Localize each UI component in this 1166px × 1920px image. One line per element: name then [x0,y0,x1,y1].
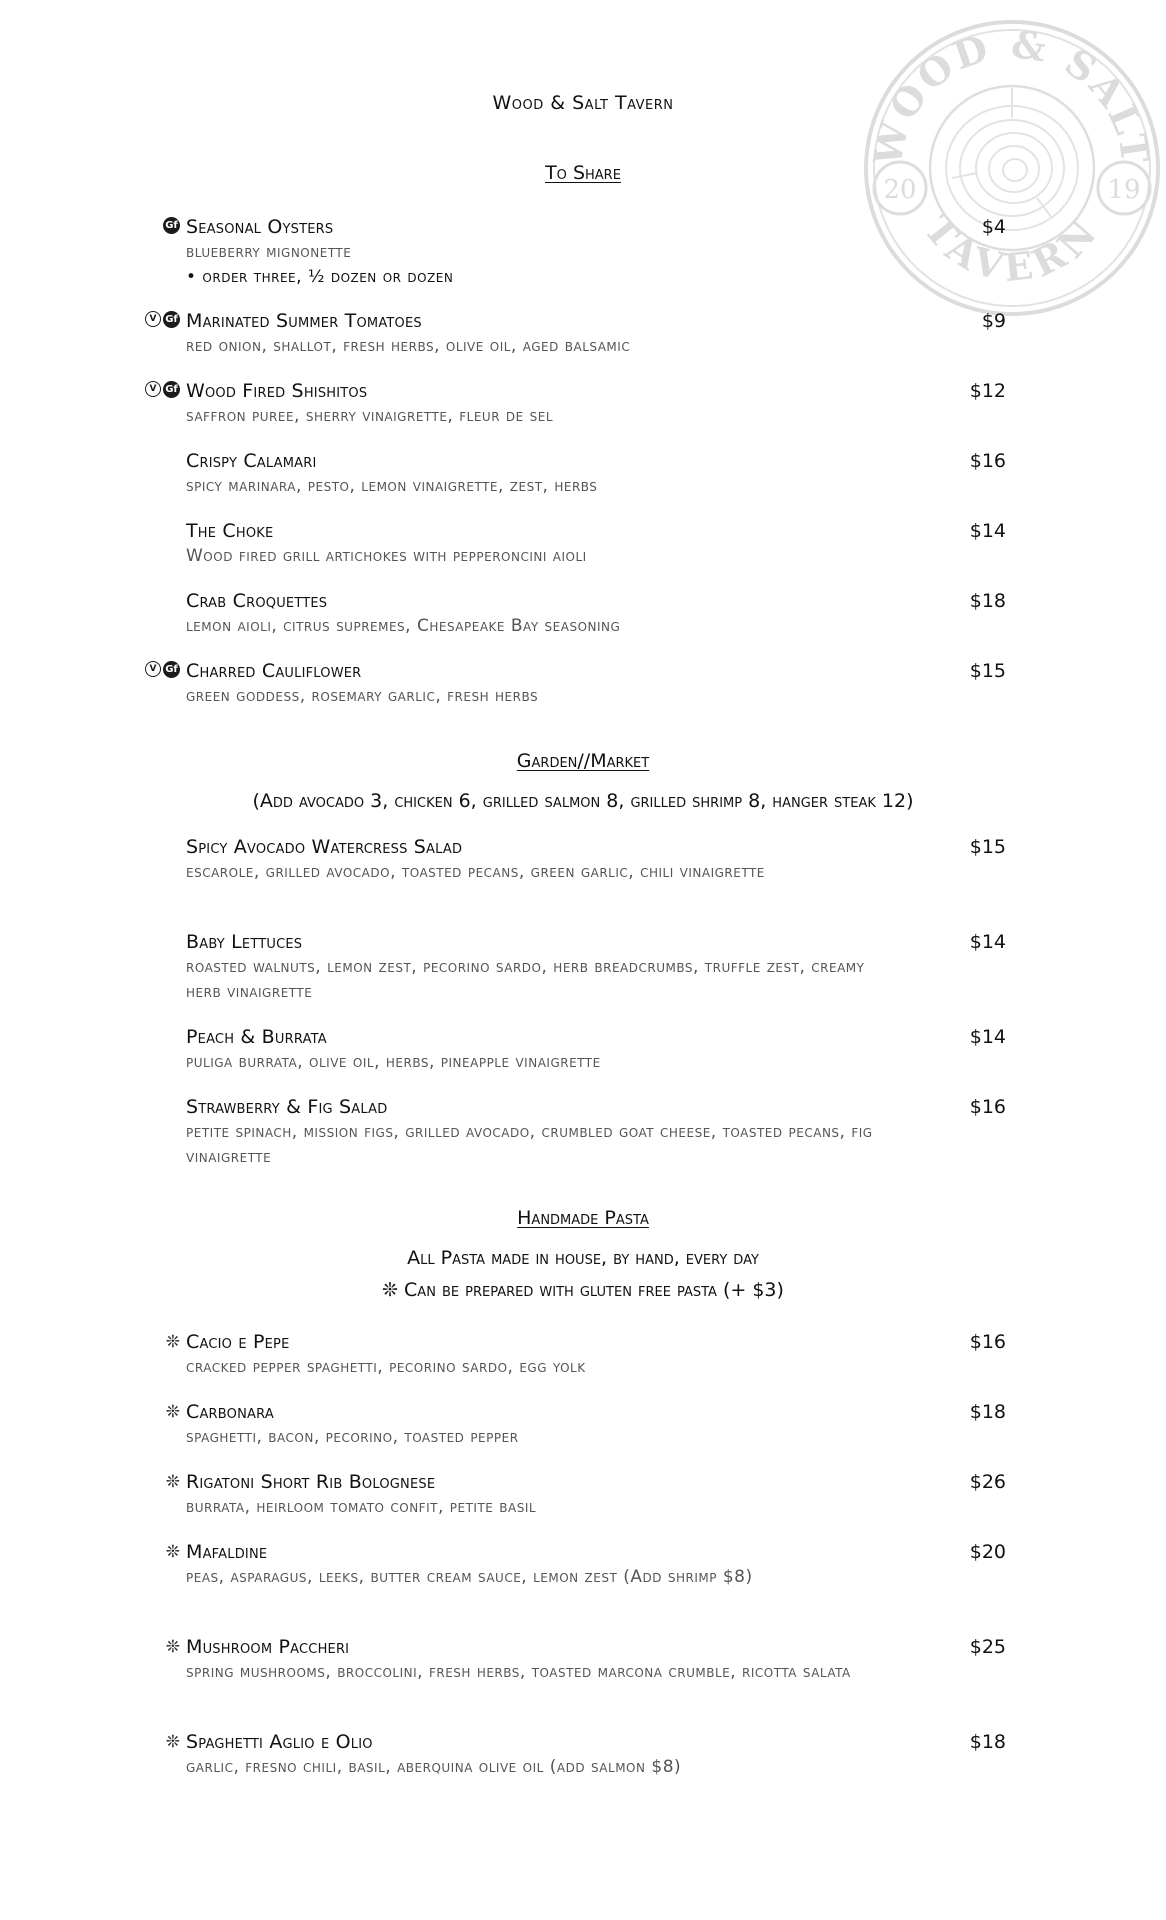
gluten-free-option-icon: ❊ [165,1542,180,1562]
item-price: $12 [969,380,1006,402]
vegan-icon: V [145,661,161,677]
item-name: Spaghetti Aglio e Olio [186,1731,373,1753]
item-price: $18 [969,1401,1006,1423]
gluten-free-option-icon: ❊ [165,1732,180,1752]
restaurant-title: Wood & Salt Tavern [492,92,674,114]
logo-year-left: 20 [883,175,917,205]
section-title-to-share: To Share [545,162,621,184]
vegan-icon: V [145,381,161,397]
gluten-free-icon: Gf [163,217,180,234]
gluten-free-icon: Gf [163,381,180,398]
item-description: spaghetti, bacon, pecorino, toasted pepper [186,1427,519,1447]
item-description: peas, asparagus, leeks, butter cream sauce, lemon zest (Add shrimp $8) [186,1567,753,1587]
item-description: spring mushrooms, broccolini, fresh herbs, toasted marcona crumble, ricotta salata [186,1662,851,1682]
item-price: $16 [969,1331,1006,1353]
menu-item-crab-croquettes [186,588,1006,639]
logo-top-text: WOOD & SALT [864,20,1159,170]
menu-item-crispy-calamari [186,448,1006,499]
item-name: Charred Cauliflower [186,660,362,682]
menu-item-cacio-e-pepe [165,1329,1006,1380]
menu-item-mafaldine [165,1539,1006,1590]
dietary-badges [145,381,180,398]
item-name: Mushroom Paccheri [186,1636,350,1658]
item-name: Rigatoni Short Rib Bolognese [186,1471,436,1493]
item-name: Peach & Burrata [186,1026,327,1048]
menu-item-spaghetti-aglio-e-olio [165,1729,1006,1780]
section-title-garden-market: Garden//Market [516,750,650,772]
item-name: Marinated Summer Tomatoes [186,310,422,332]
item-price: $14 [969,520,1006,542]
item-description: Wood fired grill artichokes with pepperoncini aioli [186,546,587,566]
gluten-free-icon: Gf [163,311,180,328]
item-description: saffron puree, sherry vinaigrette, fleur de sel [186,406,554,426]
item-name: Wood Fired Shishitos [186,380,368,402]
item-description: puliga burrata, olive oil, herbs, pineapple vinaigrette [186,1052,601,1072]
menu-item-carbonara [165,1399,1006,1450]
item-price: $15 [969,660,1006,682]
item-description: blueberry mignonette [186,242,352,262]
item-description: cracked pepper spaghetti, pecorino sardo, egg yolk [186,1357,586,1377]
item-price: $26 [969,1471,1006,1493]
menu-item-marinated-summer-tomatoes [149,308,1006,359]
menu-item-wood-fired-shishitos [149,378,1006,429]
item-price: $25 [969,1636,1006,1658]
menu-item-baby-lettuces [186,929,1006,1005]
section-note-pasta-house-made: All Pasta made in house, by hand, every day [407,1247,759,1269]
item-name: Spicy Avocado Watercress Salad [186,836,463,858]
item-name: Strawberry & Fig Salad [186,1096,388,1118]
item-name: Crispy Calamari [186,450,317,472]
item-price: $14 [969,1026,1006,1048]
gluten-free-option-icon: ❊ [165,1402,180,1422]
item-description: burrata, heirloom tomato confit, petite basil [186,1497,537,1517]
item-name: The Choke [186,520,274,542]
menu-item-the-choke [186,518,1006,569]
menu-item-seasonal-oysters [165,214,1006,290]
section-note-add-ons: (Add avocado 3, chicken 6, grilled salmon 8, grilled shrimp 8, hanger steak 12) [252,790,914,812]
item-name: Baby Lettuces [186,931,303,953]
item-price: $18 [969,590,1006,612]
gluten-free-option-icon: ❊ [165,1332,180,1352]
item-price: $20 [969,1541,1006,1563]
item-price: $4 [981,216,1006,238]
dietary-badges [145,311,180,328]
item-price: $18 [969,1731,1006,1753]
item-price: $15 [969,836,1006,858]
item-name: Seasonal Oysters [186,216,334,238]
logo-bottom-text: TAVERN [915,206,1109,291]
vegan-icon: V [145,311,161,327]
logo-year-right: 19 [1107,175,1141,205]
dietary-badges [145,661,180,678]
menu-item-charred-cauliflower [149,658,1006,709]
item-description: petite spinach, mission figs, grilled avocado, crumbled goat cheese, toasted pecans, fig vinaigrette [186,1122,873,1167]
item-price: $16 [969,450,1006,472]
item-description: lemon aioli, citrus supremes, Chesapeake Bay seasoning [186,616,621,636]
item-description: escarole, grilled avocado, toasted pecans, green garlic, chili vinaigrette [186,862,765,882]
item-name: Carbonara [186,1401,274,1423]
item-description: spicy marinara, pesto, lemon vinaigrette, zest, herbs [186,476,598,496]
menu-item-strawberry-fig-salad [186,1094,1006,1170]
item-price: $9 [981,310,1006,332]
menu-item-spicy-avocado-watercress-salad [186,834,1006,885]
item-note: • order three, ½ dozen or dozen [186,267,454,287]
menu-item-peach-burrata [186,1024,1006,1075]
item-name: Cacio e Pepe [186,1331,290,1353]
section-title-handmade-pasta: Handmade Pasta [517,1207,649,1229]
gluten-free-option-icon: ❊ [165,1637,180,1657]
item-name: Mafaldine [186,1541,268,1563]
section-note-gluten-free: ❊ Can be prepared with gluten free pasta (+ $3) [382,1279,784,1301]
item-name: Crab Croquettes [186,590,328,612]
item-description: green goddess, rosemary garlic, fresh herbs [186,686,539,706]
item-description: roasted walnuts, lemon zest, pecorino sardo, herb breadcrumbs, truffle zest, creamy herb vinaigrette [186,957,865,1002]
gluten-free-icon: Gf [163,661,180,678]
gluten-free-option-icon: ❊ [165,1472,180,1492]
item-price: $16 [969,1096,1006,1118]
dietary-badges [163,217,180,234]
menu-item-rigatoni-short-rib-bolognese [165,1469,1006,1520]
item-price: $14 [969,931,1006,953]
item-description: red onion, shallot, fresh herbs, olive oil, aged balsamic [186,336,631,356]
menu-item-mushroom-paccheri [165,1634,1006,1685]
item-description: garlic, fresno chili, basil, aberquina olive oil (add salmon $8) [186,1757,682,1777]
